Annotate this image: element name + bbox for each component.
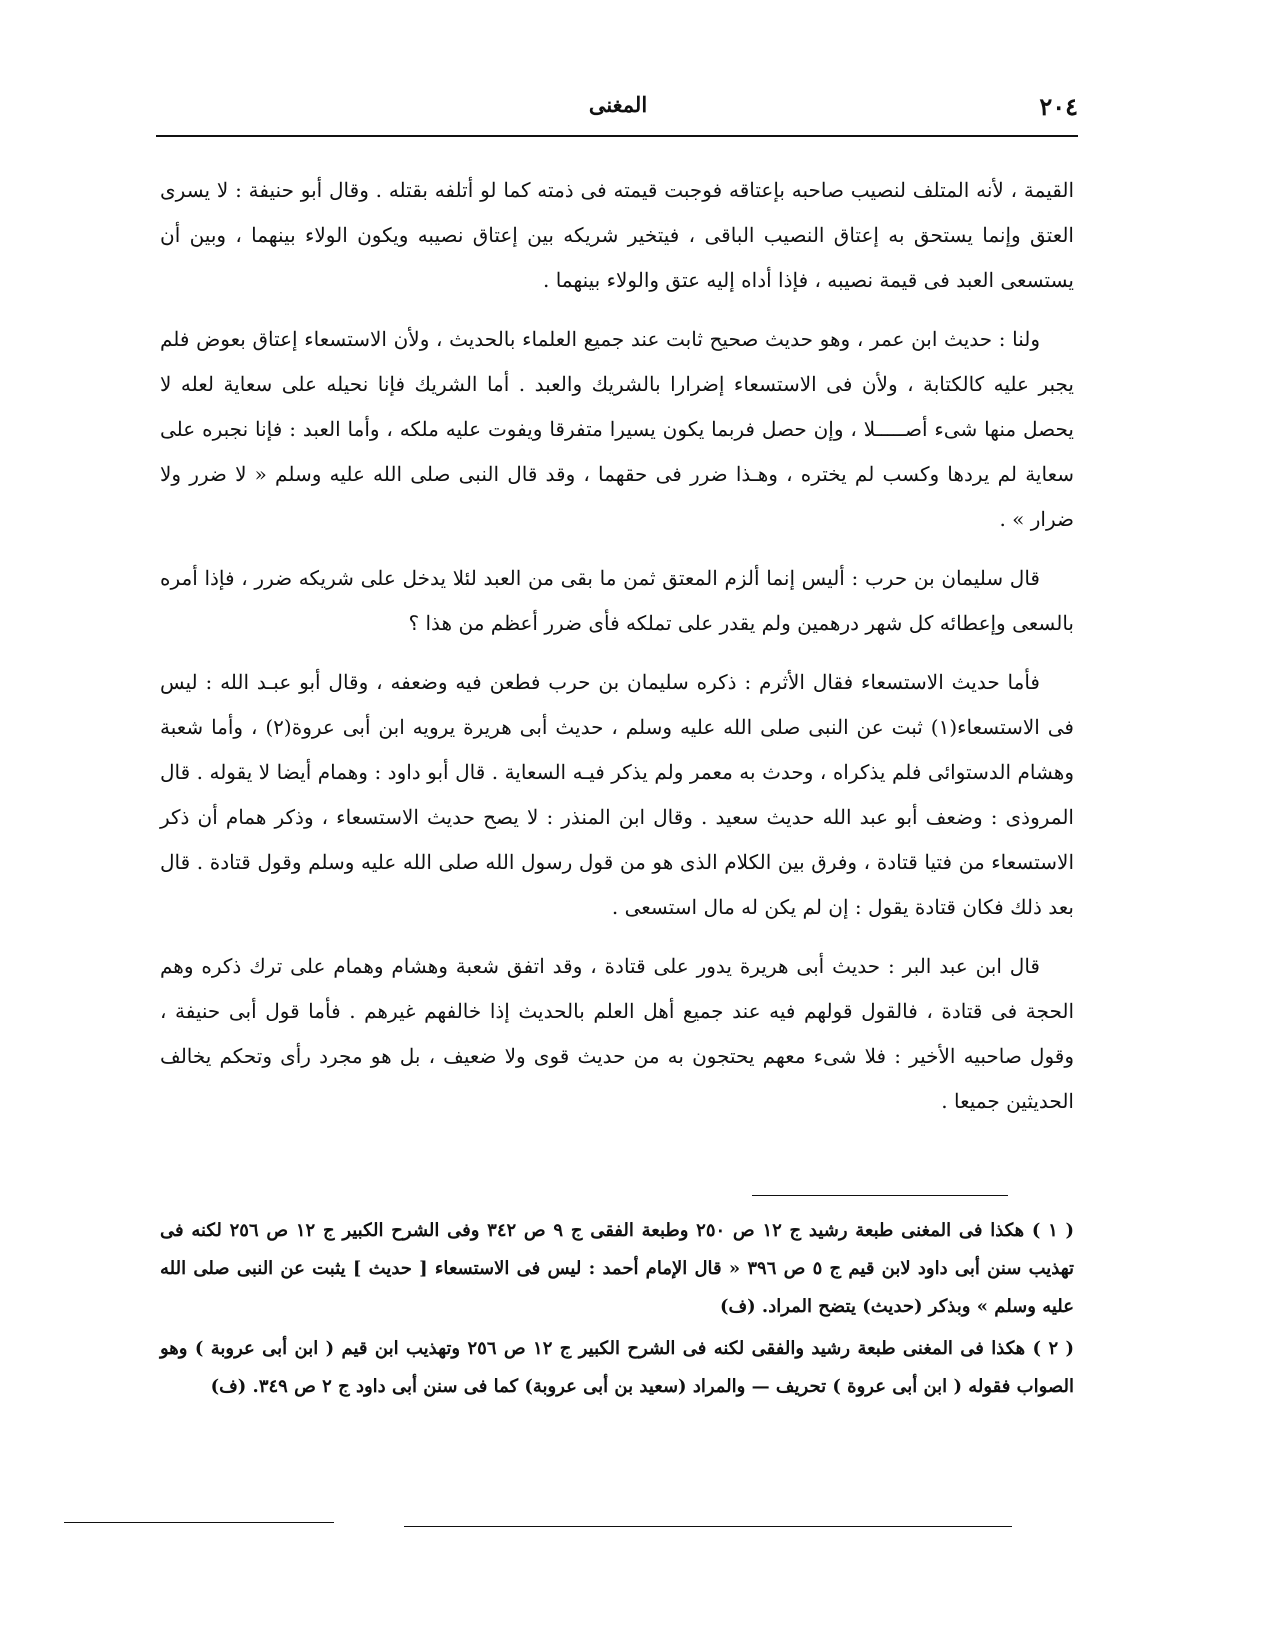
bottom-rule-left bbox=[64, 1522, 334, 1523]
bottom-rule-right bbox=[404, 1526, 1012, 1527]
paragraph: ولنا : حديث ابن عمر ، وهو حديث صحيح ثابت عند جميع العلماء بالحديث ، ولأن الاستسعاء إعتاق بعوض فلم يجبر عليه كالكتابة ، ولأن فى الاستسعاء إضرارا بالشريك والعبد . أما الشريك فإنا نحيله على سعاية لعله لا يحصل منها شىء أصـــــلا ، وإن حصل فربما يكون يسيرا متفرقا ويفوت عليه ملكه ، وأما العبد : فإنا نجبره على سعاية لم يردها وكسب لم يختره ، وهـذا ضرر فى حقهما ، وقد قال النبى صلى الله عليه وسلم « لا ضرر ولا ضرار » . bbox=[160, 327, 1074, 531]
footnote-divider bbox=[752, 1195, 1008, 1196]
footnotes bbox=[160, 1212, 1074, 1410]
page-header bbox=[158, 92, 1078, 128]
paragraph: القيمة ، لأنه المتلف لنصيب صاحبه بإعتاقه فوجبت قيمته فى ذمته كما لو أتلفه بقتله . وقال أبو حنيفة : لا يسرى العتق وإنما يستحق به إعتاق النصيب الباقى ، فيتخير شريكه بين إعتاق نصيبه ويكون الولاء بينهما ، وبين أن يستسعى العبد فى قيمة نصيبه ، فإذا أداه إليه عتق والولاء بينهما . bbox=[160, 178, 1074, 292]
paragraph: قال سليمان بن حرب : أليس إنما ألزم المعتق ثمن ما بقى من العبد لئلا يدخل على شريكه ضرر ، فإذا أمره بالسعى وإعطائه كل شهر درهمين ولم يقدر على تملكه فأى ضرر أعظم من هذا ؟ bbox=[160, 566, 1074, 635]
paragraph: فأما حديث الاستسعاء فقال الأثرم : ذكره سليمان بن حرب فطعن فيه وضعفه ، وقال أبو عبـد الله : ليس فى الاستسعاء(١) ثبت عن النبى صلى الله عليه وسلم ، حديث أبى هريرة يرويه ابن أبى عروة(٢) ، وأما شعبة وهشام الدستوائى فلم يذكراه ، وحدث به معمر ولم يذكر فيـه السعاية . قال أبو داود : وهمام أيضا لا يقوله . قال المروذى : وضعف أبو عبد الله حديث سعيد . وقال ابن المنذر : لا يصح حديث الاستسعاء ، وذكر همام أن ذكر الاستسعاء من فتيا قتادة ، وفرق بين الكلام الذى هو من قول رسول الله صلى الله عليه وسلم وقول قتادة . قال بعد ذلك فكان قتادة يقول : إن لم يكن له مال استسعى . bbox=[160, 670, 1074, 919]
footnote: ( ٢ ) هكذا فى المغنى طبعة رشيد والفقى لكنه فى الشرح الكبير ج ١٢ ص ٢٥٦ وتهذيب ابن قيم ( ابن أبى عروبة ) وهو الصواب فقوله ( ابن أبى عروة ) تحريف — والمراد (سعيد بن أبى عروبة) كما فى سنن أبى داود ج ٢ ص ٣٤٩. (ف) bbox=[160, 1338, 1074, 1397]
running-title: المغنى bbox=[588, 92, 648, 117]
footnote: ( ١ ) هكذا فى المغنى طبعة رشيد ج ١٢ ص ٢٥٠ وطبعة الفقى ج ٩ ص ٣٤٢ وفى الشرح الكبير ج ١٢ ص ٢٥٦ لكنه فى تهذيب سنن أبى داود لابن قيم ج ٥ ص ٣٩٦ « قال الإمام أحمد : ليس فى الاستسعاء [ حديث ] يثبت عن النبى صلى الله عليه وسلم » وبذكر (حديث) يتضح المراد. (ف) bbox=[160, 1220, 1075, 1317]
page-number: ٢٠٤ bbox=[1039, 92, 1078, 121]
header-divider bbox=[156, 135, 1078, 137]
paragraph: قال ابن عبد البر : حديث أبى هريرة يدور على قتادة ، وقد اتفق شعبة وهشام وهمام على ترك ذكره وهم الحجة فى قتادة ، فالقول قولهم فيه عند جميع أهل العلم بالحديث إذا خالفهم غيرهم . فأما قول أبى حنيفة ، وقول صاحبيه الأخير : فلا شىء معهم يحتجون به من حديث قوى ولا ضعيف ، بل هو مجرد رأى وتحكم يخالف الحديثين جميعا . bbox=[160, 954, 1074, 1113]
main-text bbox=[160, 168, 1074, 1138]
